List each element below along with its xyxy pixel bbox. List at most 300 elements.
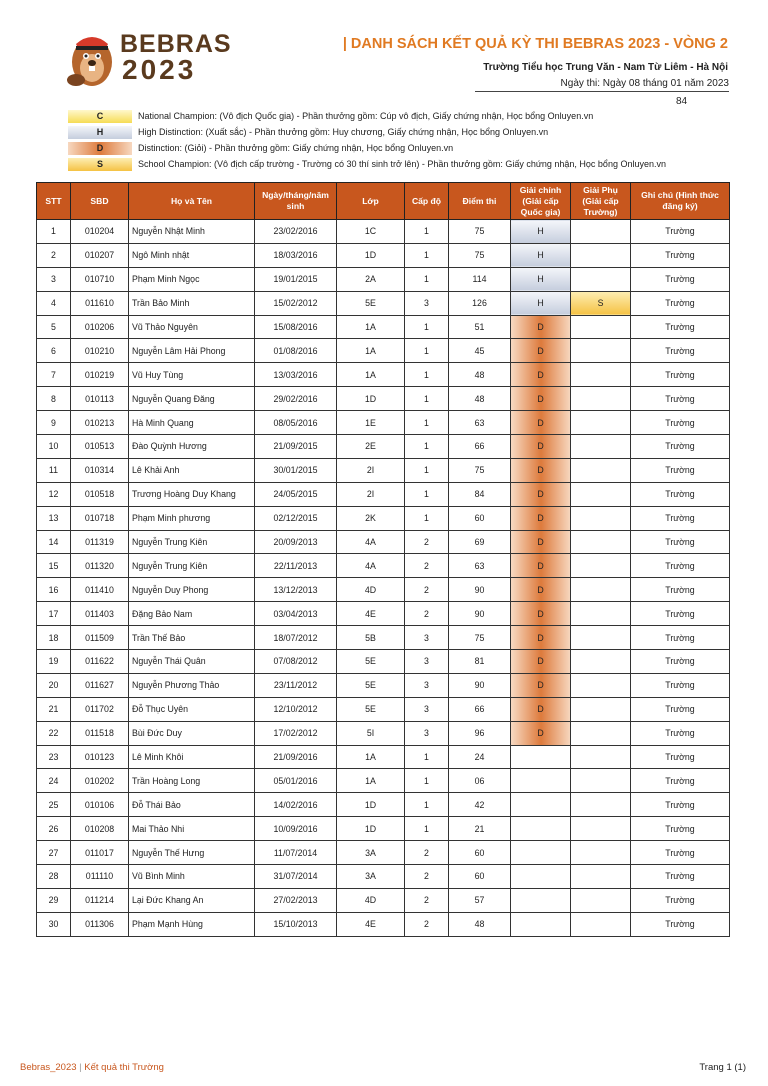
cell-stt: 9 [37, 411, 71, 435]
table-row [37, 243, 730, 267]
cell-level: 1 [405, 482, 449, 506]
table-body [37, 220, 730, 937]
cell-sub-award [571, 673, 631, 697]
cell-dob: 31/07/2014 [255, 865, 337, 889]
cell-name: Lê Minh Khôi [129, 745, 255, 769]
logo-year: 2023 [122, 54, 197, 85]
legend-text-c: National Champion: (Vô địch Quốc gia) - Phần thưởng gồm: Cúp vô địch, Giấy chứng nhận, Học bổng Onluyen.vn [138, 111, 594, 121]
footer-left [20, 1062, 164, 1073]
cell-name: Phạm Minh Ngọc [129, 267, 255, 291]
cell-main-award: H [511, 220, 571, 244]
cell-level: 2 [405, 888, 449, 912]
cell-stt: 14 [37, 530, 71, 554]
cell-class: 1A [337, 769, 405, 793]
cell-note: Trường [631, 267, 730, 291]
cell-name: Mai Thảo Nhi [129, 817, 255, 841]
cell-note: Trường [631, 243, 730, 267]
header-main-award: Giải chính (Giải cấp Quốc gia) [511, 183, 571, 220]
cell-main-award [511, 841, 571, 865]
header-level: Cấp độ [405, 183, 449, 220]
cell-score: 51 [449, 315, 511, 339]
table-row [37, 697, 730, 721]
table-row [37, 793, 730, 817]
cell-sbd: 010219 [71, 363, 129, 387]
cell-sbd: 010213 [71, 411, 129, 435]
exam-date: Ngày thi: Ngày 08 tháng 01 năm 2023 [475, 78, 729, 92]
cell-note: Trường [631, 506, 730, 530]
cell-main-award [511, 912, 571, 936]
cell-note: Trường [631, 673, 730, 697]
table-row [37, 912, 730, 936]
cell-name: Nguyễn Lâm Hải Phong [129, 339, 255, 363]
cell-sbd: 011627 [71, 673, 129, 697]
cell-dob: 17/02/2012 [255, 721, 337, 745]
cell-sub-award [571, 793, 631, 817]
cell-main-award: D [511, 530, 571, 554]
cell-note: Trường [631, 602, 730, 626]
table-row [37, 817, 730, 841]
cell-name: Đào Quỳnh Hương [129, 435, 255, 459]
cell-note: Trường [631, 339, 730, 363]
cell-class: 1A [337, 745, 405, 769]
cell-dob: 01/08/2016 [255, 339, 337, 363]
cell-score: 21 [449, 817, 511, 841]
cell-dob: 22/11/2013 [255, 554, 337, 578]
cell-stt: 1 [37, 220, 71, 244]
cell-main-award [511, 745, 571, 769]
cell-class: 3A [337, 865, 405, 889]
cell-sbd: 010513 [71, 435, 129, 459]
table-row [37, 888, 730, 912]
legend-text-h: High Distinction: (Xuất sắc) - Phần thưởng gồm: Huy chương, Giấy chứng nhận, Học bổng Onluyen.vn [138, 127, 549, 137]
cell-dob: 24/05/2015 [255, 482, 337, 506]
cell-score: 75 [449, 243, 511, 267]
table-row [37, 865, 730, 889]
cell-name: Nguyễn Thái Quân [129, 650, 255, 674]
cell-dob: 21/09/2016 [255, 745, 337, 769]
table-row [37, 339, 730, 363]
cell-score: 57 [449, 888, 511, 912]
cell-main-award: H [511, 243, 571, 267]
cell-dob: 13/12/2013 [255, 578, 337, 602]
cell-class: 5I [337, 721, 405, 745]
cell-sbd: 011319 [71, 530, 129, 554]
cell-score: 60 [449, 506, 511, 530]
cell-note: Trường [631, 554, 730, 578]
cell-name: Phạm Minh phương [129, 506, 255, 530]
participant-count: 84 [676, 96, 688, 107]
logo-title: BEBRAS [120, 30, 232, 58]
cell-level: 3 [405, 721, 449, 745]
cell-level: 1 [405, 458, 449, 482]
table-row [37, 458, 730, 482]
cell-stt: 23 [37, 745, 71, 769]
cell-name: Ngô Minh nhật [129, 243, 255, 267]
cell-class: 3A [337, 841, 405, 865]
cell-note: Trường [631, 841, 730, 865]
cell-stt: 16 [37, 578, 71, 602]
cell-note: Trường [631, 721, 730, 745]
cell-sub-award [571, 363, 631, 387]
cell-score: 66 [449, 435, 511, 459]
header-score: Điểm thi [449, 183, 511, 220]
cell-sbd: 010106 [71, 793, 129, 817]
cell-class: 5E [337, 650, 405, 674]
cell-sub-award [571, 267, 631, 291]
cell-sub-award [571, 435, 631, 459]
cell-main-award: D [511, 315, 571, 339]
cell-class: 4E [337, 602, 405, 626]
cell-level: 1 [405, 220, 449, 244]
cell-sub-award [571, 578, 631, 602]
cell-level: 3 [405, 650, 449, 674]
cell-name: Nguyễn Thế Hưng [129, 841, 255, 865]
cell-sbd: 011306 [71, 912, 129, 936]
cell-main-award [511, 769, 571, 793]
header-stt: STT [37, 183, 71, 220]
cell-score: 84 [449, 482, 511, 506]
cell-class: 1A [337, 339, 405, 363]
cell-dob: 19/01/2015 [255, 267, 337, 291]
cell-note: Trường [631, 411, 730, 435]
cell-level: 1 [405, 243, 449, 267]
cell-class: 4A [337, 530, 405, 554]
header-sbd: SBD [71, 183, 129, 220]
table-row [37, 673, 730, 697]
cell-score: 81 [449, 650, 511, 674]
cell-score: 63 [449, 554, 511, 578]
cell-class: 1D [337, 817, 405, 841]
cell-score: 75 [449, 626, 511, 650]
cell-note: Trường [631, 650, 730, 674]
cell-stt: 26 [37, 817, 71, 841]
cell-name: Trần Thế Bảo [129, 626, 255, 650]
cell-main-award: D [511, 697, 571, 721]
cell-class: 2K [337, 506, 405, 530]
cell-note: Trường [631, 912, 730, 936]
cell-dob: 07/08/2012 [255, 650, 337, 674]
cell-note: Trường [631, 769, 730, 793]
header-sub-award: Giải Phụ (Giải cấp Trường) [571, 183, 631, 220]
cell-score: 114 [449, 267, 511, 291]
header-note: Ghi chú (Hình thức đăng ký) [631, 183, 730, 220]
cell-dob: 23/11/2012 [255, 673, 337, 697]
cell-sub-award: S [571, 291, 631, 315]
cell-score: 60 [449, 865, 511, 889]
cell-score: 63 [449, 411, 511, 435]
cell-main-award: D [511, 482, 571, 506]
cell-level: 1 [405, 817, 449, 841]
footer-separator: | [79, 1062, 82, 1073]
cell-note: Trường [631, 315, 730, 339]
cell-level: 3 [405, 673, 449, 697]
cell-class: 5E [337, 697, 405, 721]
cell-sbd: 010314 [71, 458, 129, 482]
cell-name: Đỗ Thái Bảo [129, 793, 255, 817]
cell-dob: 11/07/2014 [255, 841, 337, 865]
cell-name: Đỗ Thục Uyên [129, 697, 255, 721]
cell-sbd: 011214 [71, 888, 129, 912]
cell-class: 5E [337, 291, 405, 315]
cell-score: 45 [449, 339, 511, 363]
cell-stt: 11 [37, 458, 71, 482]
cell-note: Trường [631, 530, 730, 554]
cell-dob: 13/03/2016 [255, 363, 337, 387]
cell-name: Nguyễn Trung Kiên [129, 554, 255, 578]
legend-code-s: S [68, 158, 132, 171]
cell-class: 2I [337, 458, 405, 482]
cell-sbd: 010718 [71, 506, 129, 530]
cell-main-award: D [511, 506, 571, 530]
table-row [37, 315, 730, 339]
cell-level: 1 [405, 745, 449, 769]
table-row [37, 626, 730, 650]
table-row [37, 721, 730, 745]
table-row [37, 554, 730, 578]
cell-dob: 05/01/2016 [255, 769, 337, 793]
cell-class: 1C [337, 220, 405, 244]
cell-sub-award [571, 626, 631, 650]
cell-stt: 17 [37, 602, 71, 626]
cell-stt: 5 [37, 315, 71, 339]
legend-code-h: H [68, 126, 132, 139]
cell-sub-award [571, 220, 631, 244]
cell-sbd: 010710 [71, 267, 129, 291]
header-class: Lớp [337, 183, 405, 220]
table-row [37, 650, 730, 674]
cell-class: 5E [337, 673, 405, 697]
cell-sub-award [571, 243, 631, 267]
cell-sbd: 011610 [71, 291, 129, 315]
cell-class: 1D [337, 387, 405, 411]
cell-class: 4A [337, 554, 405, 578]
cell-sbd: 010206 [71, 315, 129, 339]
cell-level: 3 [405, 626, 449, 650]
cell-name: Trần Hoàng Long [129, 769, 255, 793]
cell-note: Trường [631, 793, 730, 817]
cell-stt: 2 [37, 243, 71, 267]
cell-name: Nguyễn Nhật Minh [129, 220, 255, 244]
cell-sbd: 011622 [71, 650, 129, 674]
cell-level: 2 [405, 912, 449, 936]
school-name: Trường Tiểu học Trung Văn - Nam Từ Liêm - Hà Nội [483, 62, 728, 73]
cell-sbd: 011702 [71, 697, 129, 721]
cell-note: Trường [631, 220, 730, 244]
cell-sbd: 011410 [71, 578, 129, 602]
cell-stt: 30 [37, 912, 71, 936]
cell-note: Trường [631, 435, 730, 459]
cell-main-award [511, 817, 571, 841]
cell-stt: 25 [37, 793, 71, 817]
cell-name: Phạm Mạnh Hùng [129, 912, 255, 936]
cell-sub-award [571, 482, 631, 506]
cell-dob: 29/02/2016 [255, 387, 337, 411]
cell-stt: 8 [37, 387, 71, 411]
award-legend [68, 108, 666, 172]
cell-main-award: D [511, 435, 571, 459]
cell-name: Bùi Đức Duy [129, 721, 255, 745]
cell-class: 1D [337, 243, 405, 267]
cell-name: Nguyễn Phương Thảo [129, 673, 255, 697]
cell-level: 2 [405, 530, 449, 554]
cell-dob: 15/10/2013 [255, 912, 337, 936]
cell-dob: 15/08/2016 [255, 315, 337, 339]
cell-level: 1 [405, 339, 449, 363]
legend-row-national-champion [68, 108, 666, 124]
cell-main-award: D [511, 602, 571, 626]
cell-main-award: D [511, 363, 571, 387]
table-row [37, 435, 730, 459]
cell-stt: 3 [37, 267, 71, 291]
cell-sbd: 010518 [71, 482, 129, 506]
legend-row-school-champion [68, 156, 666, 172]
cell-class: 1D [337, 793, 405, 817]
cell-stt: 18 [37, 626, 71, 650]
cell-stt: 20 [37, 673, 71, 697]
cell-dob: 18/03/2016 [255, 243, 337, 267]
cell-sub-award [571, 411, 631, 435]
cell-stt: 22 [37, 721, 71, 745]
cell-name: Nguyễn Trung Kiên [129, 530, 255, 554]
table-row [37, 291, 730, 315]
cell-main-award: D [511, 650, 571, 674]
cell-sub-award [571, 841, 631, 865]
cell-sub-award [571, 745, 631, 769]
cell-sub-award [571, 506, 631, 530]
cell-sub-award [571, 339, 631, 363]
cell-class: 4D [337, 888, 405, 912]
table-row [37, 411, 730, 435]
table-row [37, 267, 730, 291]
cell-note: Trường [631, 888, 730, 912]
cell-dob: 21/09/2015 [255, 435, 337, 459]
cell-dob: 27/02/2013 [255, 888, 337, 912]
header-dob: Ngày/tháng/năm sinh [255, 183, 337, 220]
table-row [37, 602, 730, 626]
cell-dob: 20/09/2013 [255, 530, 337, 554]
cell-note: Trường [631, 745, 730, 769]
cell-sub-award [571, 769, 631, 793]
cell-note: Trường [631, 697, 730, 721]
cell-name: Lê Khải Anh [129, 458, 255, 482]
cell-score: 90 [449, 673, 511, 697]
cell-sbd: 010208 [71, 817, 129, 841]
table-header-row [37, 183, 730, 220]
cell-score: 75 [449, 458, 511, 482]
cell-level: 1 [405, 793, 449, 817]
cell-name: Trần Bảo Minh [129, 291, 255, 315]
cell-stt: 24 [37, 769, 71, 793]
cell-sbd: 010210 [71, 339, 129, 363]
cell-main-award: D [511, 721, 571, 745]
cell-name: Vũ Huy Tùng [129, 363, 255, 387]
cell-note: Trường [631, 458, 730, 482]
cell-main-award: D [511, 458, 571, 482]
cell-name: Nguyễn Quang Đăng [129, 387, 255, 411]
legend-code-d: D [68, 142, 132, 155]
cell-sbd: 010123 [71, 745, 129, 769]
cell-note: Trường [631, 817, 730, 841]
cell-sub-award [571, 888, 631, 912]
cell-note: Trường [631, 626, 730, 650]
cell-score: 42 [449, 793, 511, 817]
cell-dob: 08/05/2016 [255, 411, 337, 435]
table-row [37, 482, 730, 506]
cell-stt: 19 [37, 650, 71, 674]
legend-row-high-distinction [68, 124, 666, 140]
cell-level: 1 [405, 435, 449, 459]
cell-main-award [511, 865, 571, 889]
legend-row-distinction [68, 140, 666, 156]
cell-sbd: 011403 [71, 602, 129, 626]
cell-score: 69 [449, 530, 511, 554]
cell-sub-award [571, 387, 631, 411]
cell-sbd: 010204 [71, 220, 129, 244]
cell-note: Trường [631, 387, 730, 411]
table-row [37, 530, 730, 554]
cell-main-award: D [511, 411, 571, 435]
cell-class: 4D [337, 578, 405, 602]
cell-score: 66 [449, 697, 511, 721]
cell-score: 60 [449, 841, 511, 865]
cell-class: 4E [337, 912, 405, 936]
cell-sbd: 010113 [71, 387, 129, 411]
cell-stt: 10 [37, 435, 71, 459]
cell-sub-award [571, 721, 631, 745]
cell-score: 75 [449, 220, 511, 244]
cell-main-award: D [511, 554, 571, 578]
cell-level: 2 [405, 554, 449, 578]
cell-main-award: H [511, 267, 571, 291]
cell-main-award: H [511, 291, 571, 315]
cell-level: 2 [405, 841, 449, 865]
cell-sub-award [571, 458, 631, 482]
cell-score: 48 [449, 363, 511, 387]
cell-name: Nguyễn Duy Phong [129, 578, 255, 602]
cell-level: 1 [405, 769, 449, 793]
cell-level: 2 [405, 865, 449, 889]
cell-name: Trương Hoàng Duy Khang [129, 482, 255, 506]
cell-class: 2A [337, 267, 405, 291]
legend-text-d: Distinction: (Giỏi) - Phần thưởng gồm: Giấy chứng nhận, Học bổng Onluyen.vn [138, 143, 454, 153]
cell-dob: 18/07/2012 [255, 626, 337, 650]
footer-brand: Bebras_2023 [20, 1062, 77, 1073]
page-title: | DANH SÁCH KẾT QUẢ KỲ THI BEBRAS 2023 - VÒNG 2 [342, 36, 728, 52]
cell-score: 126 [449, 291, 511, 315]
cell-stt: 21 [37, 697, 71, 721]
table-row [37, 506, 730, 530]
cell-level: 1 [405, 363, 449, 387]
cell-sub-award [571, 602, 631, 626]
cell-name: Hà Minh Quang [129, 411, 255, 435]
cell-level: 2 [405, 578, 449, 602]
legend-text-s: School Champion: (Vô địch cấp trường - Trường có 30 thí sinh trở lên) - Phần thưởng gồm: Giấy chứng nhận, Học bổng Onluyen.vn [138, 159, 666, 169]
cell-dob: 02/12/2015 [255, 506, 337, 530]
cell-level: 1 [405, 267, 449, 291]
cell-level: 2 [405, 602, 449, 626]
legend-code-c: C [68, 110, 132, 123]
cell-sbd: 010202 [71, 769, 129, 793]
cell-main-award: D [511, 387, 571, 411]
cell-sub-award [571, 315, 631, 339]
cell-sub-award [571, 865, 631, 889]
cell-dob: 23/02/2016 [255, 220, 337, 244]
cell-sub-award [571, 912, 631, 936]
cell-note: Trường [631, 578, 730, 602]
footer-label: Kết quả thi Trường [84, 1062, 164, 1073]
cell-sub-award [571, 530, 631, 554]
cell-stt: 13 [37, 506, 71, 530]
